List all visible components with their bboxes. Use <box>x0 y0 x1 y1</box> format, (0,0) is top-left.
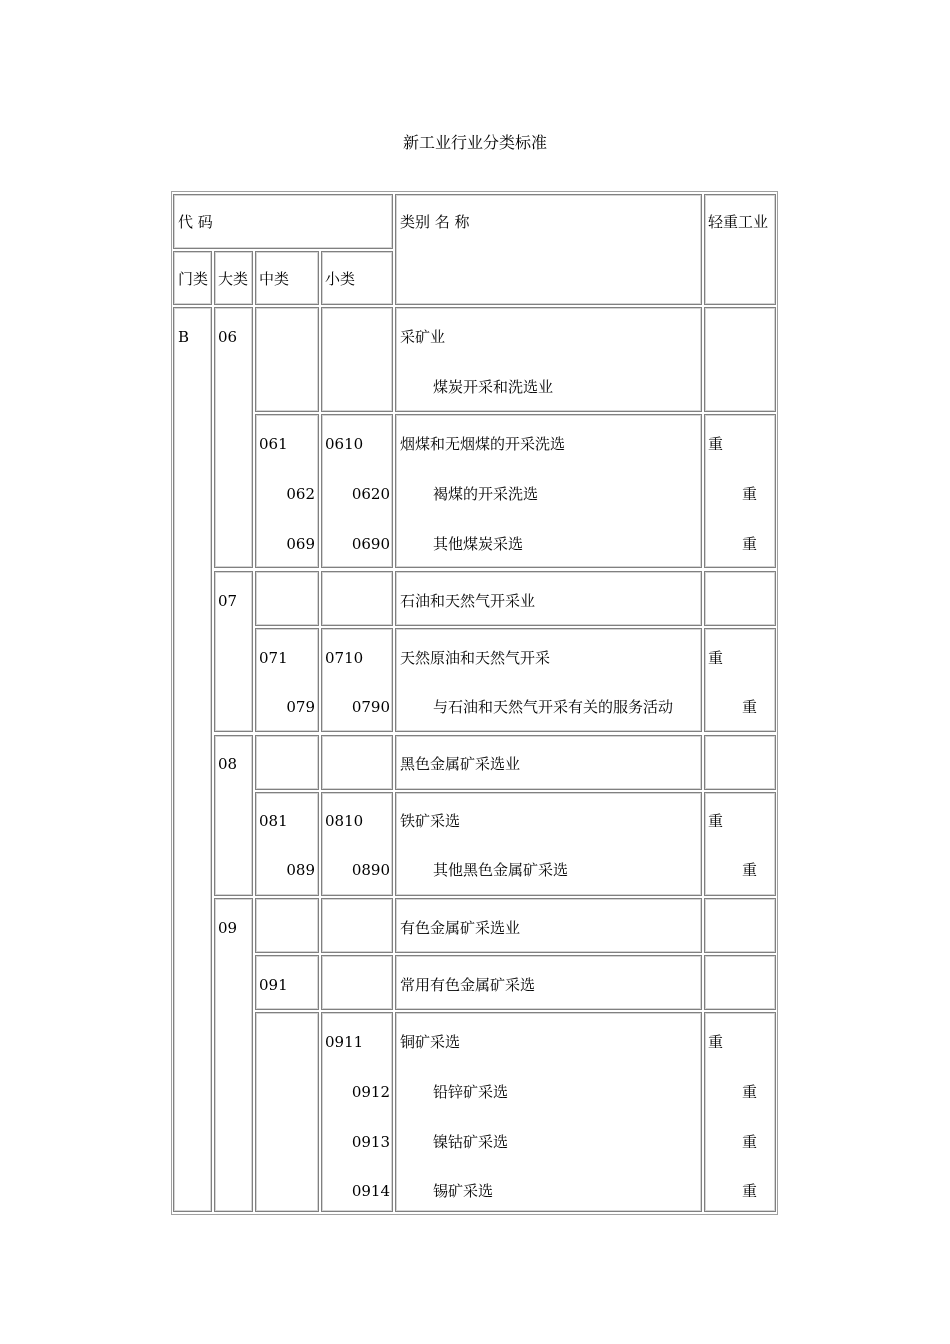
header-name-cell <box>395 194 702 305</box>
xiao-cell-07-empty <box>321 571 393 626</box>
industry-type: 重 <box>741 535 757 553</box>
xiao-code: 0890 <box>351 861 390 879</box>
type-cell-07-empty <box>704 571 776 626</box>
category-name: 其他黑色金属矿采选 <box>433 861 569 879</box>
type-cell-08-empty <box>704 735 776 790</box>
zhong-cell-06-empty <box>255 307 319 412</box>
xiao-cell-08-empty <box>321 735 393 790</box>
name-cell-091 <box>395 955 702 1010</box>
industry-type: 重 <box>741 1182 757 1200</box>
xiao-cell-09-empty <box>321 898 393 953</box>
door-code: B <box>178 328 190 346</box>
industry-type: 重 <box>741 1133 757 1151</box>
header-men: 门类 <box>178 270 209 288</box>
da-cell-08 <box>214 735 253 896</box>
name-06-subtitle: 煤炭开采和洗选业 <box>433 378 554 396</box>
type-cell-08a <box>704 792 776 896</box>
xiao-cell-07a <box>321 628 393 732</box>
da-code-09: 09 <box>218 919 238 937</box>
industry-type: 重 <box>708 1033 724 1051</box>
header-code: 代 码 <box>178 213 213 231</box>
name-cell-07 <box>395 571 702 626</box>
zhong-cell-06a <box>255 414 319 568</box>
type-cell-09-empty <box>704 898 776 953</box>
zhong-cell-08-empty <box>255 735 319 790</box>
category-name: 铁矿采选 <box>400 812 461 830</box>
page-title: 新工业行业分类标准 <box>402 133 547 152</box>
xiao-code: 0911 <box>325 1033 364 1051</box>
da-code-06: 06 <box>218 328 238 346</box>
name-cell-08 <box>395 735 702 790</box>
name-08-title: 黑色金属矿采选业 <box>400 755 521 773</box>
name-cell-091a <box>395 1012 702 1212</box>
header-da: 大类 <box>218 270 249 288</box>
da-cell-09 <box>214 898 253 1212</box>
industry-type: 重 <box>741 698 757 716</box>
zhong-code: 062 <box>286 485 315 503</box>
header-zhong-cell <box>255 251 319 305</box>
category-name: 褐煤的开采洗选 <box>433 485 539 503</box>
name-07-title: 石油和天然气开采业 <box>400 592 536 610</box>
xiao-code: 0913 <box>351 1133 390 1151</box>
xiao-code: 0610 <box>325 435 364 453</box>
name-cell-08a <box>395 792 702 896</box>
header-zhong: 中类 <box>259 270 290 288</box>
category-name: 铅锌矿采选 <box>433 1083 509 1101</box>
xiao-code: 0620 <box>351 485 390 503</box>
category-name: 铜矿采选 <box>400 1033 461 1051</box>
zhong-code: 079 <box>286 698 315 716</box>
da-code-07: 07 <box>218 592 238 610</box>
category-name: 常用有色金属矿采选 <box>400 976 536 994</box>
name-cell-06 <box>395 307 702 412</box>
category-name: 其他煤炭采选 <box>433 535 524 553</box>
type-cell-06a <box>704 414 776 568</box>
category-name: 与石油和天然气开采有关的服务活动 <box>433 698 674 716</box>
category-name: 烟煤和无烟煤的开采洗选 <box>400 435 566 453</box>
zhong-cell-09-empty <box>255 898 319 953</box>
industry-type: 重 <box>741 1083 757 1101</box>
name-09-title: 有色金属矿采选业 <box>400 919 521 937</box>
door-cell <box>173 307 212 1212</box>
category-name: 锡矿采选 <box>433 1182 494 1200</box>
industry-type: 重 <box>741 861 757 879</box>
xiao-cell-091-empty <box>321 955 393 1010</box>
type-cell-07a <box>704 628 776 732</box>
header-name: 类别 名 称 <box>400 213 470 231</box>
zhong-code: 091 <box>259 976 288 994</box>
header-industry: 轻重工业 <box>708 213 769 231</box>
xiao-code: 0810 <box>325 812 364 830</box>
header-code-cell <box>173 194 393 249</box>
category-name: 镍钴矿采选 <box>433 1133 509 1151</box>
da-cell-07 <box>214 571 253 732</box>
zhong-code: 071 <box>259 649 288 667</box>
name-06-title: 采矿业 <box>400 328 446 346</box>
header-men-cell <box>173 251 212 305</box>
xiao-cell-08a <box>321 792 393 896</box>
header-xiao: 小类 <box>325 270 356 288</box>
xiao-code: 0790 <box>351 698 390 716</box>
da-cell-06 <box>214 307 253 568</box>
xiao-code: 0912 <box>351 1083 390 1101</box>
da-code-08: 08 <box>218 755 238 773</box>
type-cell-06-empty <box>704 307 776 412</box>
name-cell-09 <box>395 898 702 953</box>
xiao-code: 0710 <box>325 649 364 667</box>
xiao-cell-06-empty <box>321 307 393 412</box>
industry-type: 重 <box>741 485 757 503</box>
zhong-code: 089 <box>286 861 315 879</box>
xiao-cell-06a <box>321 414 393 568</box>
xiao-cell-091a <box>321 1012 393 1212</box>
xiao-code: 0914 <box>351 1182 390 1200</box>
header-xiao-cell <box>321 251 393 305</box>
zhong-cell-08a <box>255 792 319 896</box>
xiao-code: 0690 <box>351 535 390 553</box>
industry-type: 重 <box>708 649 724 667</box>
header-da-cell <box>214 251 253 305</box>
type-cell-091-empty <box>704 955 776 1010</box>
zhong-cell-091a-empty <box>255 1012 319 1212</box>
type-cell-091a <box>704 1012 776 1212</box>
category-name: 天然原油和天然气开采 <box>400 649 551 667</box>
name-cell-06a <box>395 414 702 568</box>
name-cell-07a <box>395 628 702 732</box>
industry-type: 重 <box>708 435 724 453</box>
zhong-cell-07-empty <box>255 571 319 626</box>
zhong-cell-07a <box>255 628 319 732</box>
zhong-code: 081 <box>259 812 288 830</box>
industry-type: 重 <box>708 812 724 830</box>
zhong-code: 061 <box>259 435 288 453</box>
zhong-cell-091 <box>255 955 319 1010</box>
header-industry-cell <box>704 194 776 305</box>
zhong-code: 069 <box>286 535 315 553</box>
